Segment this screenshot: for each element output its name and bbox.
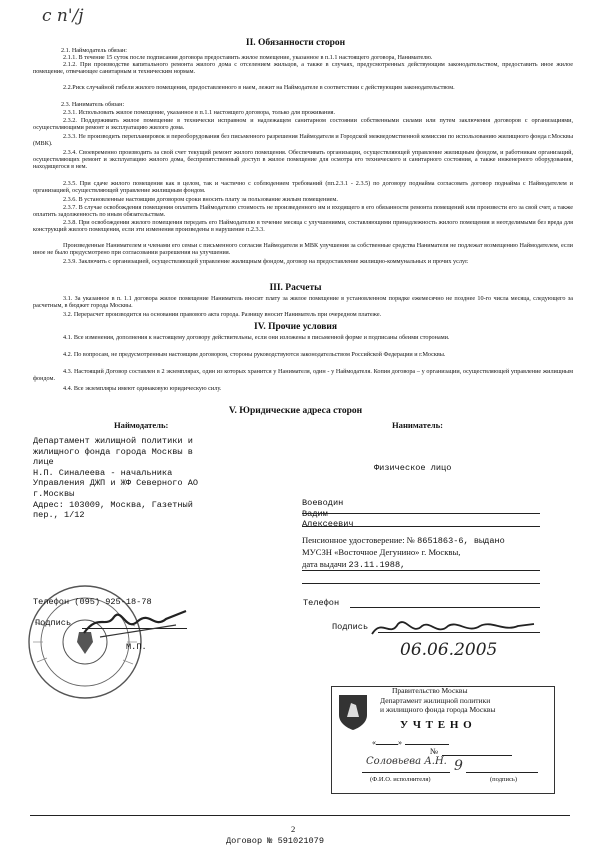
para-2-3-4: 2.3.4. Своевременно производить за свой счет текущий ремонт жилого помещения. Обеспечивать организации, осуществляющей управление жилищным фондом, и работникам организаций, осуществляющих ремонт и эксплуатацию жилого дома, беспрепятственный доступ в жилое помещение для осмотра его технического и санитарного состояния, а также инженерного оборудования, находящегося в нем.: [33, 149, 573, 170]
landlord-line: Адрес: 103009, Москва, Газетный: [33, 499, 193, 510]
para-4-1: 4.1. Все изменения, дополнения к настоящему договору действительны, если они изложены в письменной форме и подписаны обеими сторонами.: [63, 334, 450, 341]
para-2-3-3: 2.3.3. Не производить перепланировок и переоборудования без письменного разрешения Наймодателя и Городской межведомственной комиссии по использованию жилищного фонда г.Москвы (МВК).: [33, 133, 573, 147]
stamp-line-3: и жилищного фонда города Москвы: [380, 705, 496, 714]
tenant-surname: Воеводин: [302, 498, 344, 508]
landlord-signature: [80, 603, 190, 643]
para-2-1: 2.1. Наймодатель обязан:: [61, 47, 127, 54]
tenant-line-1: [302, 513, 540, 514]
footer-rule: [30, 815, 570, 816]
stamp-line-1: Правительство Москвы: [392, 686, 468, 695]
stamp-fio-line: [362, 772, 450, 773]
tenant-issuer: МУСЗН «Восточное Дегунино» г. Москвы,: [302, 547, 461, 557]
tenant-heading: Наниматель:: [392, 420, 444, 430]
stamp-number-line: [442, 755, 512, 756]
tenant-line-4: [302, 583, 540, 584]
stamp-date-row: « »: [372, 738, 449, 747]
tenant-patronymic: Алексеевич: [302, 519, 354, 530]
tenant-issue-line: [302, 559, 405, 571]
stamp-handwritten-number: 9: [454, 758, 463, 774]
phone-value: (095) 925-18-78: [74, 597, 152, 607]
para-2-1-1: 2.1.1. В течение 15 суток после подписания договора предоставить жилое помещение, указанное в п.1.1 настоящего договора, Нанимателю.: [63, 54, 433, 61]
para-4-2: 4.2. По вопросам, не предусмотренным настоящим договором, стороны руководствуются законодательством Российской Федерации и г.Москвы.: [63, 351, 446, 358]
tenant-type: Физическое лицо: [374, 463, 452, 473]
tenant-sign-label: Подпись: [332, 622, 369, 632]
landlord-sign-label: Подпись: [35, 618, 72, 628]
para-2-3-7: 2.3.7. В случае освобождения помещения оплатить Наймодателю стоимость не произведенного им и входящего в его обязанности ремонта помещений или произвести его за свой счет, а также оплатить задолженность по иным обязательствам.: [33, 204, 573, 218]
pension-value: 8651863-6, выдано: [417, 536, 505, 546]
phone-label: Телефон: [33, 597, 70, 607]
section-2-title: II. Обязанности сторон: [245, 38, 346, 48]
landlord-address-block: [33, 436, 198, 521]
page-number: 2: [291, 824, 296, 834]
para-3-2: 3.2. Перерасчет производится на основании правового акта города. Разницу вносит Наниматель при очередном платеже.: [63, 311, 382, 318]
para-2-3-8: 2.3.8. При освобождении жилого помещения передать его Наймодателю в течение месяца с улучшениями, составляющими принадлежность жилого помещения и неотделимыми без вреда для конструкций жилого помещения, если эти изменения произведены в нарушение п.2.3.3.: [33, 219, 573, 233]
para-3-1: 3.1. За указанное в п. 1.1 договора жилое помещение Наниматель вносит плату за жилое помещение в установленном порядке ежемесячно не позднее 10-го числа месяца, следующего за расчетным, в бюджет города Москвы.: [33, 295, 573, 309]
tenant-line-2: [302, 526, 540, 527]
section-5-title: V. Юридические адреса сторон: [228, 406, 363, 416]
landlord-line: г.Москвы: [33, 488, 75, 499]
tenant-phone-label: Телефон: [303, 598, 340, 608]
landlord-line: Н.П. Синалеева - начальника: [33, 467, 173, 478]
stamp-fio-label: (Ф.И.О. исполнителя): [370, 776, 431, 783]
para-2-improvements: Произведенные Нанимателем и членами его семьи с письменного согласия Наймодателя и МВК улучшения за собственные средства Нанимателя не подлежат возмещению Наймодателем, если иное не было предусмотрено при согласовании разрешения на улучшения.: [33, 242, 573, 256]
para-2-3-1: 2.3.1. Использовать жилое помещение, указанное в п.1.1 настоящего договора, только для проживания.: [63, 109, 336, 116]
landlord-line: Управления ДЖП и ЖФ Северного АО: [33, 478, 199, 489]
corner-handwritten-mark: с п'/j: [42, 6, 84, 26]
para-2-3-2: 2.3.2. Поддерживать жилое помещение в технически исправном и надлежащем санитарном состоянии собственными силами или путем заключения договоров с организациями, осуществляющими ремонт и эксплуатацию жилого дома.: [33, 117, 573, 131]
landlord-heading: Наймодатель:: [114, 420, 169, 430]
para-2-3-9: 2.3.9. Заключить с организацией, осуществляющей управление жилищным фондом, договор на предоставление жилищно-коммунальных и прочих услуг.: [63, 258, 469, 265]
para-2-3-6: 2.3.6. В установленные настоящим договором сроки вносить плату за пользование жилым помещением.: [63, 196, 338, 203]
stamp-number-label: №: [430, 746, 439, 756]
stamp-sign-label: (подпись): [490, 776, 517, 783]
contract-number: Договор № 591021079: [226, 836, 324, 846]
issue-date: 23.11.1988,: [348, 560, 406, 570]
landlord-line: лице: [33, 457, 54, 468]
section-4-title: IV. Прочие условия: [254, 322, 337, 332]
para-2-3-5: 2.3.5. При сдаче жилого помещения как в целом, так и частично с соблюдением требований (пп.2.3.1 - 2.3.5) по договору поднайма согласовать договор поднайма с Наймодателем и организацией, осуществляющей управление жилищным фондом.: [33, 180, 573, 194]
stamp-handwritten-name: Соловьева А.Н.: [366, 756, 447, 767]
moscow-coat-of-arms-icon: [337, 693, 369, 731]
stamp-status: У Ч Т Е Н О: [400, 719, 473, 731]
stamp-line-2: Департамент жилищной политики: [380, 696, 491, 705]
tenant-phone-line: [350, 607, 540, 608]
pension-label: Пенсионное удостоверение: №: [302, 535, 415, 545]
landlord-line: жилищного фонда города Москвы в: [33, 446, 193, 457]
para-4-3: 4.3. Настоящий Договор составлен в 2 экземплярах, один из которых хранится у Нанимателя, один - у Наймодателя. Копия договора – у организации, осуществляющей управление жилищным фондом.: [33, 368, 573, 382]
para-4-4: 4.4. Все экземпляры имеют одинаковую юридическую силу.: [63, 385, 222, 392]
para-2-3: 2.3. Наниматель обязан:: [61, 101, 125, 108]
tenant-line-3: [302, 570, 540, 571]
tenant-signature: [368, 614, 538, 642]
landlord-line: Департамент жилищной политики и: [33, 436, 193, 446]
stamp-sign-line: [466, 772, 538, 773]
landlord-mp: М.П.: [126, 642, 147, 652]
landlord-line: пер., 1/12: [33, 510, 85, 521]
tenant-pension-line: [302, 535, 505, 547]
para-2-1-2: 2.1.2. При производстве капитального ремонта жилого дома с отселением жильцов, а также в случаях, предусмотренных действующим законодательством, предоставить иное жилое помещение, отвечающее санитарным и техническим нормам.: [33, 61, 573, 75]
para-2-2: 2.2.Риск случайной гибели жилого помещения, предоставленного в наем, лежит на Наймодателе в соответствии с действующим законодательством.: [63, 84, 455, 91]
section-3-title: III. Расчеты: [269, 283, 322, 293]
tenant-signature-date: 06.06.2005: [400, 640, 498, 660]
tenant-given-name: Вадим: [302, 508, 328, 519]
issue-label: дата выдачи: [302, 559, 347, 569]
